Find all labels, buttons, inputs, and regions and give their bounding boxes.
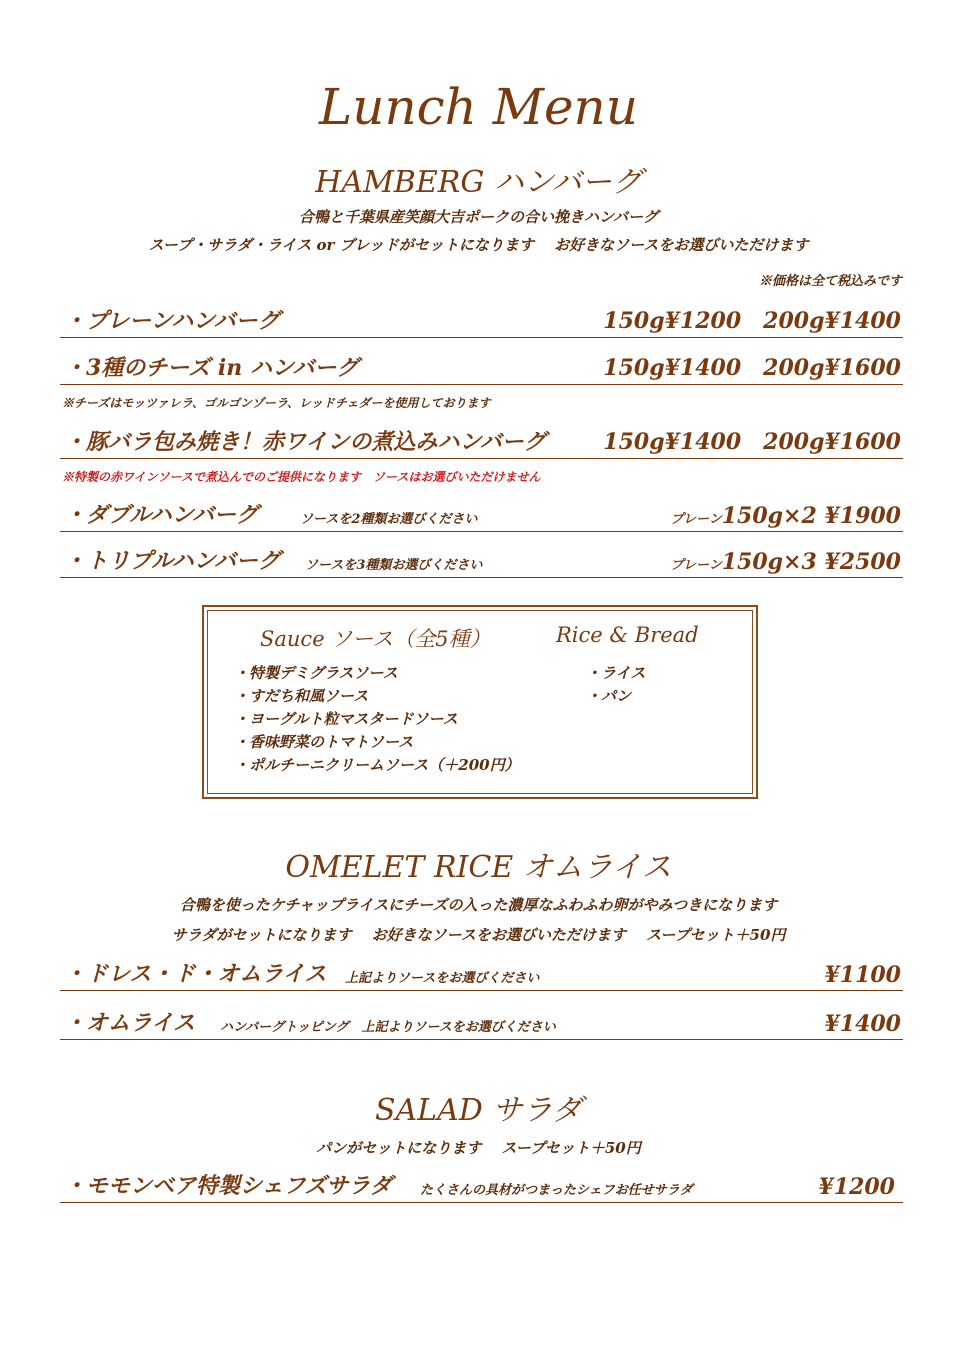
rice-item: ・パン bbox=[586, 687, 632, 705]
menu-item-triple-hamberg bbox=[60, 543, 903, 578]
item-price: ¥1400 bbox=[824, 1011, 901, 1037]
item-price: ¥1100 bbox=[824, 962, 901, 988]
menu-item-omelet bbox=[60, 1005, 903, 1040]
cheese-note: ※チーズはモッツァレラ、ゴルゴンゾーラ、レッドチェダーを使用しております bbox=[62, 396, 491, 410]
item-name: ・ダブルハンバーグ bbox=[64, 502, 259, 528]
sauce-item: ・すだち和風ソース bbox=[234, 687, 369, 705]
price-value: 150g×2 ¥1900 bbox=[721, 503, 901, 529]
menu-item-dress-omelet bbox=[60, 956, 903, 991]
item-name: ・豚バラ包み焼き！赤ワインの煮込みハンバーグ bbox=[64, 429, 546, 455]
tax-note: ※価格は全て税込みです bbox=[758, 274, 902, 289]
item-price: 150g¥1400 200g¥1600 bbox=[603, 355, 901, 381]
item-price: 150g¥1400 200g¥1600 bbox=[603, 429, 901, 455]
omelet-desc-1: 合鴨を使ったケチャップライスにチーズの入った濃厚なふわふわ卵がやみつきになります bbox=[179, 896, 778, 914]
sauce-item: ・特製デミグラスソース bbox=[234, 664, 398, 682]
menu-item-plain-hamberg bbox=[60, 303, 903, 338]
item-name: ・3種のチーズ in ハンバーグ bbox=[64, 355, 359, 381]
rice-item: ・ライス bbox=[586, 664, 646, 682]
rice-heading: Rice & Bread bbox=[556, 623, 699, 647]
omelet-desc-2: サラダがセットになります お好きなソースをお選びいただけます スープセット＋50円 bbox=[171, 926, 786, 944]
hamberg-desc-1: 合鴨と千葉県産笑顔大吉ポークの合い挽きハンバーグ bbox=[299, 208, 658, 226]
menu-item-double-hamberg bbox=[60, 497, 903, 532]
item-price bbox=[671, 503, 901, 529]
item-name: ・トリプルハンバーグ bbox=[64, 548, 281, 574]
menu-item-wine-hamberg bbox=[60, 424, 903, 459]
salad-desc: パンがセットになります スープセット＋50円 bbox=[316, 1139, 641, 1157]
rice-list bbox=[586, 662, 645, 708]
item-note: 上記よりソースをお選びください bbox=[345, 971, 540, 986]
item-note: ソースを3種類お選びください bbox=[305, 558, 483, 573]
item-note: ソースを2種類お選びください bbox=[300, 512, 478, 527]
menu-item-chef-salad bbox=[60, 1168, 903, 1203]
item-name: ・オムライス bbox=[64, 1010, 196, 1036]
sauce-box bbox=[202, 605, 758, 799]
hamberg-desc-2: スープ・サラダ・ライス or ブレッドがセットになります お好きなソースをお選びいただけます bbox=[148, 236, 809, 254]
item-name: ・モモンベア特製シェフズサラダ bbox=[64, 1173, 393, 1199]
price-prefix: プレーン bbox=[670, 558, 722, 573]
price-value: 150g×3 ¥2500 bbox=[721, 549, 901, 575]
page-title: Lunch Menu bbox=[319, 78, 638, 136]
hamberg-heading: HAMBERG ハンバーグ bbox=[315, 165, 642, 200]
item-name: ・プレーンハンバーグ bbox=[64, 308, 280, 334]
item-note: ハンバーグトッピング 上記よりソースをお選びください bbox=[220, 1020, 556, 1035]
salad-heading: SALAD サラダ bbox=[374, 1093, 583, 1128]
wine-note: ※特製の赤ワインソースで煮込んでのご提供になります ソースはお選びいただけません bbox=[62, 470, 541, 484]
item-name: ・ドレス・ド・オムライス bbox=[64, 961, 327, 987]
sauce-heading: Sauce ソース（全5種） bbox=[260, 627, 491, 651]
item-price bbox=[671, 549, 901, 575]
price-prefix: プレーン bbox=[670, 512, 722, 527]
sauce-item: ・ポルチーニクリームソース（＋200円） bbox=[234, 756, 520, 774]
item-note: たくさんの具材がつまったシェフお任せサラダ bbox=[420, 1183, 693, 1198]
item-price: ¥1200 bbox=[818, 1174, 895, 1200]
sauce-list bbox=[234, 662, 520, 777]
sauce-item: ・ヨーグルト粒マスタードソース bbox=[234, 710, 458, 728]
item-price: 150g¥1200 200g¥1400 bbox=[603, 308, 901, 334]
omelet-heading: OMELET RICE オムライス bbox=[285, 850, 672, 885]
menu-item-cheese-hamberg bbox=[60, 350, 903, 385]
sauce-item: ・香味野菜のトマトソース bbox=[234, 733, 414, 751]
